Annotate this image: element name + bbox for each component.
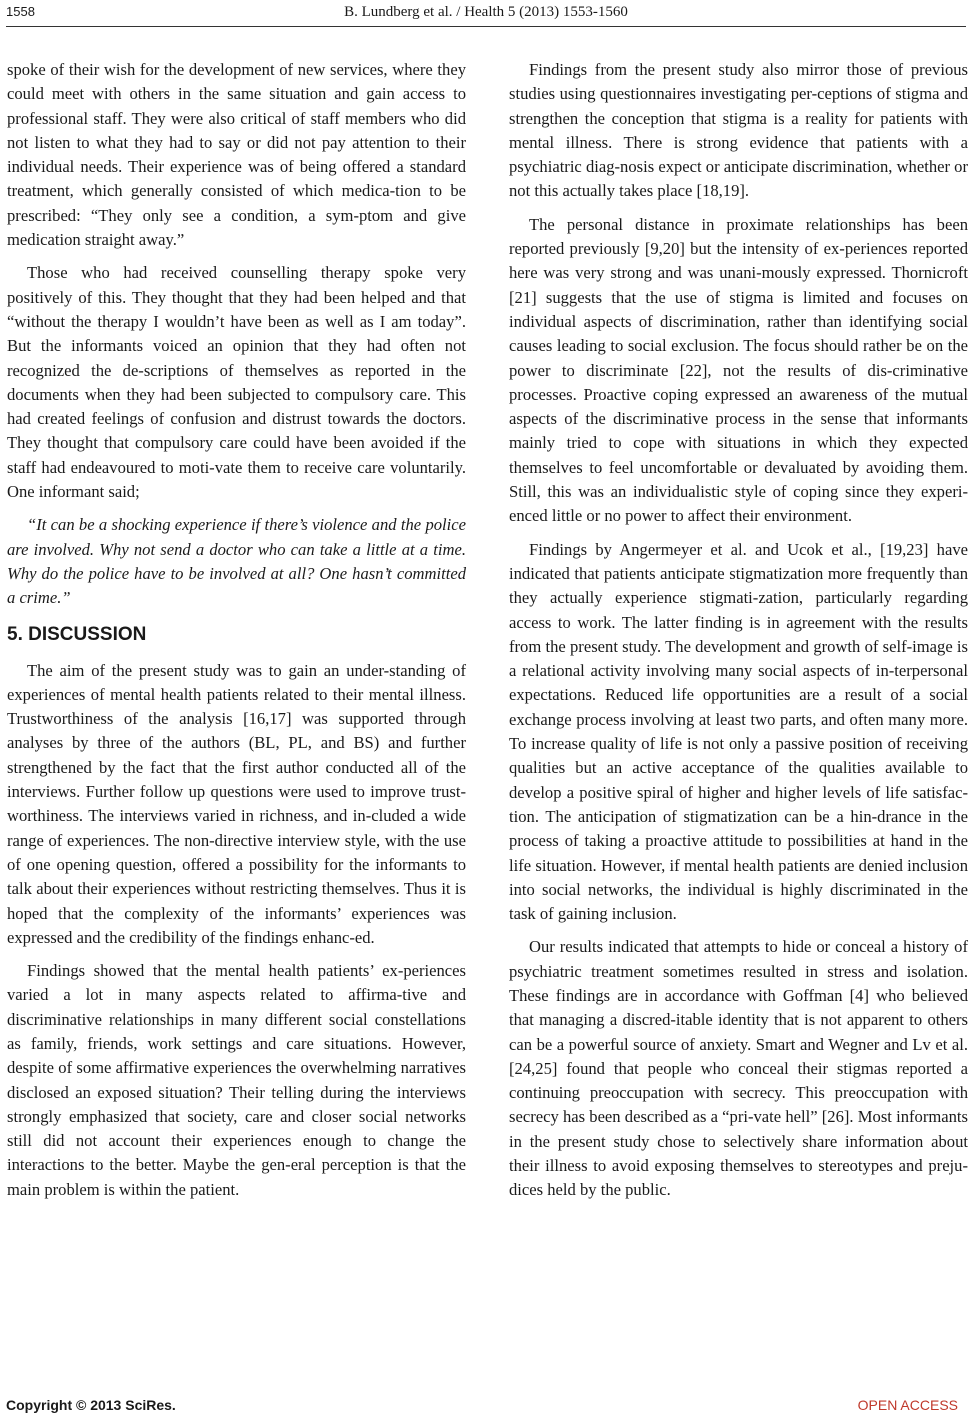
paragraph: Those who had received counselling therapy spoke very positively of this. They thought that they had been helped and that “without the therapy I wouldn’t have been as well as I am today”. But the informants voiced an opinion that they had often not recognized the de-scriptions of themselves as reported in the documents when they had been subjected to compulsory care. This had created feelings of confusion and distrust towards the doctors. They thought that compulsory care could have been avoided if the staff had endeavoured to moti-vate them to receive care voluntarily. One informant said; xyxy=(7,263,466,502)
open-access-label: OPEN ACCESS xyxy=(857,1397,958,1413)
header-rule xyxy=(6,26,966,27)
paragraph: Findings showed that the mental health patients’ ex-periences varied a lot in many aspects related to affirma-tive and discriminative relationships in many different social constellations as family, friends, work settings and care situations. However, despite of some affirmative experiences the overwhelming narratives disclosed an exposed situation? Their telling during the interviews strongly emphasized that society, care and closer social networks still did not account their experiences enough to change the interactions to the better. Maybe the gen-eral perception is that the main problem is within the patient. xyxy=(7,961,466,1199)
paragraph: spoke of their wish for the development of new services, where they could meet with others in the same situation and gain access to professional staff. They were also critical of staff members who did not listen to what they had to say or did not pay attention to their individual needs. Their experience was of being offered a standard treatment, which generally consisted of which medica-tion to be prescribed: “They only see a condition, a sym-ptom and give medication straight away.” xyxy=(7,60,466,250)
informant-quote: “It can be a shocking experience if there’s violence and the police are involved. Why not send a doctor who can take a little at a time. Why do the police have to be involved at all? One hasn’t committed a crime.” xyxy=(7,515,466,608)
right-column xyxy=(509,58,968,1212)
left-column xyxy=(7,58,466,1211)
paragraph: Findings from the present study also mirror those of previous studies using questionnaires investigating per-ceptions of stigma and strengthen the conception that stigma is a reality for patients with mental illness. There is strong evidence that patients with a psychiatric diag-nosis expect or anticipate discrimination, whether or not this actually takes place [18,19]. xyxy=(509,60,968,201)
running-head: B. Lundberg et al. / Health 5 (2013) 1553-1560 xyxy=(344,4,628,20)
paragraph: The aim of the present study was to gain an under-standing of experiences of mental health patients related to their mental illness. Trustworthiness of the analysis [16,17] was supported through analyses by three of the authors (BL, PL, and BS) and further strengthened by the fact that the first author conducted all of the interviews. Further follow up questions were used to improve trust-worthiness. The interviews varied in richness, and in-cluded a wide range of experiences. The non-directive interview style, with the use of one opening question, offered a possibility for the informants to talk about their experiences without restricting themselves. Thus it is hoped that the complexity of the informants’ experiences was expressed and the credibility of the findings enhanc-ed. xyxy=(7,660,466,947)
section-heading: 5. DISCUSSION xyxy=(7,623,147,645)
paragraph: Findings by Angermeyer et al. and Ucok et al., [19,23] have indicated that patients anticipate stigmatization more frequently than they actually experience stigmati-zation, particularly regarding access to work. The latter finding is in agreement with the results from the present study. The development and growth of self-image is a relational activity involving many social aspects of in-terpersonal expectations. Reduced life opportunities are a result of a social exchange process involving at least two parts, and often many more. To increase quality of life is not only a passive position of receiving qualities but an active acceptance of the qualities available to develop a positive spiral of higher and higher levels of life satisfac-tion. The anticipation of stigmatization can be a hin-drance in the process of taking a proactive attitude to possibilities at hand in the life situation. However, if mental health patients are denied inclusion into social networks, the individual is highly discriminated in the task of gaining inclusion. xyxy=(509,539,968,924)
page-number: 1558 xyxy=(6,4,35,19)
paragraph: The personal distance in proximate relationships has been reported previously [9,20] but the intensity of ex-periences reported here was very strong and was unani-mously expressed. Thornicroft [21] suggests that the use of stigma is limited and focuses on individual aspects of discrimination, rather than identifying social causes leading to social exclusion. The focus should rather be on the power to discriminate [22], not the results of dis-criminative processes. Proactive coping expressed an awareness of the mutual aspects of the discriminative process in the sense that informants mainly tried to cope with situations in which they expected themselves to feel uncomfortable or devaluated by avoiding them. Still, this was an individualistic style of coping since they experi-enced little or no power to affect their environment. xyxy=(509,214,968,526)
paragraph: Our results indicated that attempts to hide or conceal a history of psychiatric treatment sometimes resulted in stress and isolation. These findings are in accordance with Goffman [4] who believed that managing a discred-itable identity that is not apparent to others can be a powerful source of anxiety. Smart and Wegner and Lv et al. [24,25] found that people who conceal their stigmas reported a continuing preoccupation with secrecy. This preoccupation with secrecy has been described as a “pri-vate hell” [26]. Most informants in the present study chose to selectively share information about their illness to avoid exposing themselves to stereotypes and preju-dices held by the public. xyxy=(509,937,968,1200)
copyright-notice: Copyright © 2013 SciRes. xyxy=(6,1397,176,1413)
